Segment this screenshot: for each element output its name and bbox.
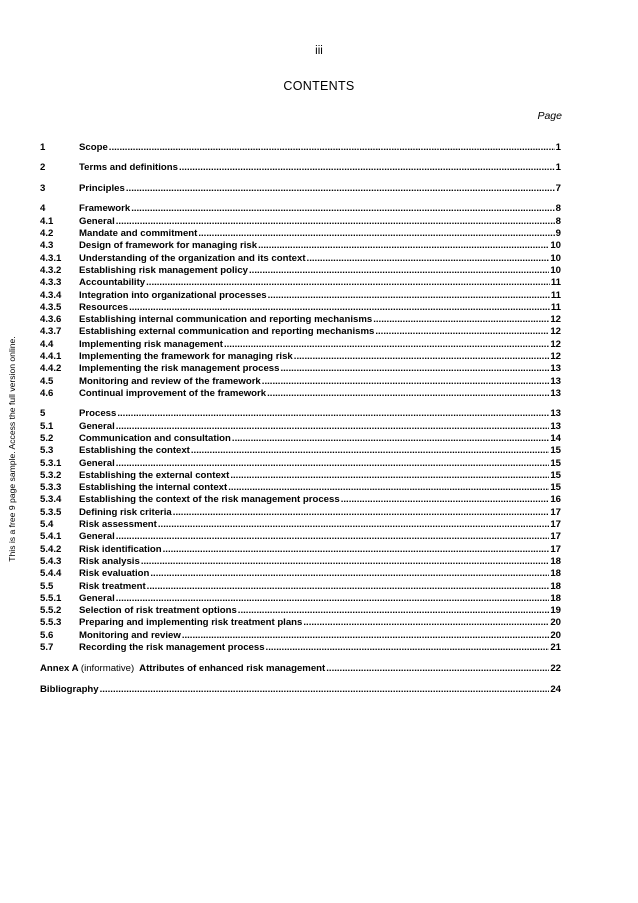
toc-entry-number: 4.2 xyxy=(40,228,54,240)
toc-entry[interactable] xyxy=(40,421,561,433)
toc-entry-number: 5.5.3 xyxy=(40,617,62,629)
dot-leader xyxy=(109,142,555,154)
toc-entry-page: 9 xyxy=(555,228,561,240)
dot-leader xyxy=(373,314,549,326)
toc-entry-page: 11 xyxy=(550,301,561,313)
dot-leader xyxy=(232,433,549,445)
toc-entry[interactable] xyxy=(40,265,561,277)
toc-entry[interactable] xyxy=(40,277,561,289)
toc-entry[interactable] xyxy=(40,617,561,629)
toc-entry-number: 5.4.4 xyxy=(40,568,62,580)
toc-entry-title: Resources xyxy=(79,301,129,313)
toc-entry-title: Risk evaluation xyxy=(79,568,150,580)
dot-leader xyxy=(280,363,549,375)
toc-entry[interactable] xyxy=(40,593,561,605)
toc-entry-title: General xyxy=(79,592,115,604)
toc-entry-number: 5.6 xyxy=(40,629,54,641)
toc-entry-title: Risk treatment xyxy=(79,580,146,592)
toc-entry-page: 12 xyxy=(550,338,561,350)
dot-leader xyxy=(258,240,549,252)
toc-entry-title: Accountability xyxy=(79,277,146,289)
toc-entry-title: Recording the risk management process xyxy=(79,642,265,654)
toc-entry-number: 5.3 xyxy=(40,445,54,457)
toc-entry-page: 8 xyxy=(555,215,561,227)
dot-leader xyxy=(129,302,550,314)
toc-entry[interactable] xyxy=(40,531,561,543)
dot-leader xyxy=(116,421,550,433)
toc-entry-title: Terms and definitions xyxy=(79,162,178,174)
toc-entry-number: 4.3.6 xyxy=(40,314,62,326)
toc-entry-page: 12 xyxy=(550,314,561,326)
toc-entry-number: 5.3.4 xyxy=(40,494,62,506)
toc-entry-number: 2 xyxy=(40,162,46,174)
toc-entry-title: Communication and consultation xyxy=(79,432,231,444)
toc-entry[interactable] xyxy=(40,228,561,240)
toc-entry-page: 13 xyxy=(550,375,561,387)
toc-entry-page: 17 xyxy=(550,506,561,518)
toc-entry-page: 1 xyxy=(555,142,561,153)
dot-leader xyxy=(267,388,549,400)
dot-leader xyxy=(198,228,554,240)
dot-leader xyxy=(266,642,550,654)
toc-entry-title: Monitoring and review of the framework xyxy=(79,375,261,387)
toc-entry[interactable] xyxy=(40,388,561,400)
toc-entry-title: Risk analysis xyxy=(79,555,140,567)
toc-entry-number: 5.3.1 xyxy=(40,457,62,469)
toc-entry-number: 4 xyxy=(40,203,46,215)
toc-entry-number: 4.3.1 xyxy=(40,252,62,264)
toc-entry[interactable] xyxy=(40,162,561,174)
toc-entry[interactable] xyxy=(40,183,561,195)
toc-entry[interactable] xyxy=(40,326,561,338)
toc-entry[interactable] xyxy=(40,408,561,420)
toc-entry[interactable] xyxy=(40,581,561,593)
table-of-contents xyxy=(40,142,561,697)
toc-entry-page: 8 xyxy=(555,203,561,215)
toc-entry[interactable] xyxy=(40,433,561,445)
dot-leader xyxy=(100,684,550,696)
toc-entry-page: 15 xyxy=(550,457,561,469)
toc-entry-page: 13 xyxy=(550,420,561,432)
dot-leader xyxy=(326,663,549,675)
dot-leader xyxy=(182,630,550,642)
toc-entry-page: 21 xyxy=(550,642,561,654)
toc-entry-page: 10 xyxy=(550,264,561,276)
toc-entry-title: Risk identification xyxy=(79,543,162,555)
toc-entry-page: 7 xyxy=(555,182,561,194)
toc-entry-title: Integration into organizational processes xyxy=(79,289,267,301)
toc-entry-page: 12 xyxy=(550,351,561,363)
toc-entry-number: 5.4.3 xyxy=(40,555,62,567)
dot-leader xyxy=(116,593,550,605)
toc-entry[interactable] xyxy=(40,314,561,326)
dot-leader xyxy=(249,265,549,277)
dot-leader xyxy=(294,351,550,363)
dot-leader xyxy=(303,617,549,629)
toc-entry-number: 5.3.3 xyxy=(40,482,62,494)
toc-entry[interactable] xyxy=(40,642,561,654)
toc-entry-number: 4.3.4 xyxy=(40,289,62,301)
dot-leader xyxy=(116,458,550,470)
toc-entry-title: Scope xyxy=(79,142,108,153)
toc-entry-number: 5.2 xyxy=(40,432,54,444)
dot-leader xyxy=(179,162,555,174)
dot-leader xyxy=(191,445,549,457)
toc-entry-number: 4.3 xyxy=(40,240,54,252)
toc-entry-number: 4.4.1 xyxy=(40,351,62,363)
annex-title: Attributes of enhanced risk management xyxy=(139,662,326,674)
toc-entry-title: Establishing risk management policy xyxy=(79,264,249,276)
toc-entry-title: Establishing external communication and reporting mechanisms xyxy=(79,326,375,338)
toc-entry-title: General xyxy=(79,420,115,432)
toc-entry-page: 20 xyxy=(550,617,561,629)
toc-entry-title: Monitoring and review xyxy=(79,629,181,641)
dot-leader xyxy=(141,556,550,568)
dot-leader xyxy=(117,408,549,420)
toc-entry-page: 17 xyxy=(550,531,561,543)
toc-entry[interactable] xyxy=(40,568,561,580)
dot-leader xyxy=(228,482,549,494)
toc-entry-title: Implementing the risk management process xyxy=(79,363,280,375)
toc-entry[interactable] xyxy=(40,203,561,215)
toc-entry-number: 5.7 xyxy=(40,642,54,654)
toc-entry-number: 5 xyxy=(40,408,46,420)
toc-entry-page: 11 xyxy=(550,277,561,289)
dot-leader xyxy=(150,568,549,580)
page-title: CONTENTS xyxy=(283,79,355,93)
toc-entry[interactable] xyxy=(40,240,561,252)
toc-entry[interactable] xyxy=(40,556,561,568)
toc-entry-page: 17 xyxy=(550,519,561,531)
toc-entry-number: 5.3.2 xyxy=(40,469,62,481)
toc-entry-page: 19 xyxy=(550,605,561,617)
toc-entry[interactable] xyxy=(40,507,561,519)
toc-entry-annex[interactable] xyxy=(40,663,561,675)
dot-leader xyxy=(173,507,550,519)
toc-entry-title: Establishing internal communication and reporting mechanisms xyxy=(79,314,373,326)
dot-leader xyxy=(163,544,550,556)
toc-entry-title: Preparing and implementing risk treatment plans xyxy=(79,617,303,629)
toc-entry-bibliography[interactable] xyxy=(40,684,561,696)
toc-entry[interactable] xyxy=(40,290,561,302)
toc-entry-title: Defining risk criteria xyxy=(79,506,172,518)
toc-entry-number: 4.3.5 xyxy=(40,301,62,313)
toc-entry-title: Understanding of the organization and its context xyxy=(79,252,306,264)
toc-entry-page: 13 xyxy=(550,387,561,399)
dot-leader xyxy=(341,494,550,506)
toc-entry-title: Establishing the external context xyxy=(79,469,230,481)
toc-entry-number: 4.4.2 xyxy=(40,363,62,375)
page-column-label: Page xyxy=(537,110,562,122)
toc-entry-title: Establishing the context of the risk management process xyxy=(79,494,340,506)
toc-entry-page: 22 xyxy=(550,662,561,674)
toc-entry-page: 13 xyxy=(550,408,561,420)
toc-entry[interactable] xyxy=(40,458,561,470)
dot-leader xyxy=(158,519,549,531)
annex-label: Annex A xyxy=(40,662,79,674)
bibliography-title: Bibliography xyxy=(40,684,99,696)
toc-entry[interactable] xyxy=(40,363,561,375)
toc-entry-title: Continual improvement of the framework xyxy=(79,387,267,399)
toc-entry-number: 3 xyxy=(40,182,46,194)
toc-entry-title: Implementing risk management xyxy=(79,338,223,350)
toc-entry-page: 16 xyxy=(550,494,561,506)
toc-entry-number: 1 xyxy=(40,142,46,153)
toc-entry-page: 17 xyxy=(550,543,561,555)
toc-entry-number: 5.4.2 xyxy=(40,543,62,555)
toc-entry-title: General xyxy=(79,531,115,543)
toc-entry[interactable] xyxy=(40,302,561,314)
toc-entry-number: 5.5.1 xyxy=(40,592,62,604)
toc-entry-number: 4.3.3 xyxy=(40,277,62,289)
toc-entry[interactable] xyxy=(40,494,561,506)
toc-entry-page: 15 xyxy=(550,469,561,481)
toc-entry-title: Implementing the framework for managing risk xyxy=(79,351,293,363)
dot-leader xyxy=(146,277,550,289)
toc-entry-number: 5.4 xyxy=(40,519,54,531)
toc-entry-page: 12 xyxy=(550,326,561,338)
toc-entry-title: Risk assessment xyxy=(79,519,157,531)
toc-entry-number: 5.4.1 xyxy=(40,531,62,543)
toc-entry-title: Framework xyxy=(79,203,131,215)
toc-entry-number: 4.3.2 xyxy=(40,264,62,276)
toc-entry-title: Establishing the context xyxy=(79,445,190,457)
toc-entry[interactable] xyxy=(40,605,561,617)
toc-entry-title: Selection of risk treatment options xyxy=(79,605,237,617)
toc-entry[interactable] xyxy=(40,376,561,388)
dot-leader xyxy=(126,183,555,195)
dot-leader xyxy=(262,376,550,388)
toc-entry-page: 18 xyxy=(550,580,561,592)
dot-leader xyxy=(307,253,550,265)
dot-leader xyxy=(238,605,550,617)
toc-entry-title: Principles xyxy=(79,182,125,194)
toc-entry-page: 15 xyxy=(550,445,561,457)
toc-entry-page: 18 xyxy=(550,568,561,580)
toc-entry[interactable] xyxy=(40,445,561,457)
dot-leader xyxy=(375,326,549,338)
toc-entry-page: 14 xyxy=(550,432,561,444)
dot-leader xyxy=(224,339,549,351)
toc-entry-title: Mandate and commitment xyxy=(79,228,198,240)
toc-entry-number: 5.3.5 xyxy=(40,506,62,518)
toc-entry[interactable] xyxy=(40,339,561,351)
dot-leader xyxy=(268,290,550,302)
toc-entry[interactable] xyxy=(40,482,561,494)
toc-entry-title: General xyxy=(79,215,115,227)
toc-entry-page: 24 xyxy=(550,684,561,696)
toc-entry[interactable] xyxy=(40,519,561,531)
toc-entry[interactable] xyxy=(40,630,561,642)
toc-entry-title: General xyxy=(79,457,115,469)
toc-entry-page: 15 xyxy=(550,482,561,494)
toc-entry-page: 11 xyxy=(550,289,561,301)
toc-entry-title: Process xyxy=(79,408,117,420)
toc-entry-number: 4.3.7 xyxy=(40,326,62,338)
dot-leader xyxy=(147,581,550,593)
toc-entry-title: Design of framework for managing risk xyxy=(79,240,258,252)
toc-entry-page: 20 xyxy=(550,629,561,641)
toc-entry-number: 5.5.2 xyxy=(40,605,62,617)
toc-entry[interactable] xyxy=(40,253,561,265)
toc-entry-page: 18 xyxy=(550,555,561,567)
toc-entry-page: 10 xyxy=(550,252,561,264)
annex-qualifier: (informative) xyxy=(80,662,135,674)
toc-entry-page: 13 xyxy=(550,363,561,375)
toc-entry[interactable] xyxy=(40,216,561,228)
toc-entry-number: 4.6 xyxy=(40,387,54,399)
toc-entry-number: 5.5 xyxy=(40,580,54,592)
dot-leader xyxy=(116,531,550,543)
dot-leader xyxy=(230,470,549,482)
toc-entry-number: 4.4 xyxy=(40,338,54,350)
toc-entry[interactable] xyxy=(40,470,561,482)
toc-entry-number: 4.1 xyxy=(40,215,54,227)
toc-entry-number: 4.5 xyxy=(40,375,54,387)
dot-leader xyxy=(131,203,554,215)
toc-entry[interactable] xyxy=(40,351,561,363)
dot-leader xyxy=(116,216,555,228)
toc-entry-page: 10 xyxy=(550,240,561,252)
page-number: iii xyxy=(315,45,323,57)
toc-entry-number: 5.1 xyxy=(40,420,54,432)
toc-entry-page: 18 xyxy=(550,592,561,604)
toc-entry-title: Establishing the internal context xyxy=(79,482,228,494)
toc-entry[interactable] xyxy=(40,544,561,556)
toc-entry-page: 1 xyxy=(555,162,561,174)
toc-entry[interactable] xyxy=(40,142,561,154)
side-note: This is a free 9 page sample. Access the full version online. xyxy=(7,336,17,562)
